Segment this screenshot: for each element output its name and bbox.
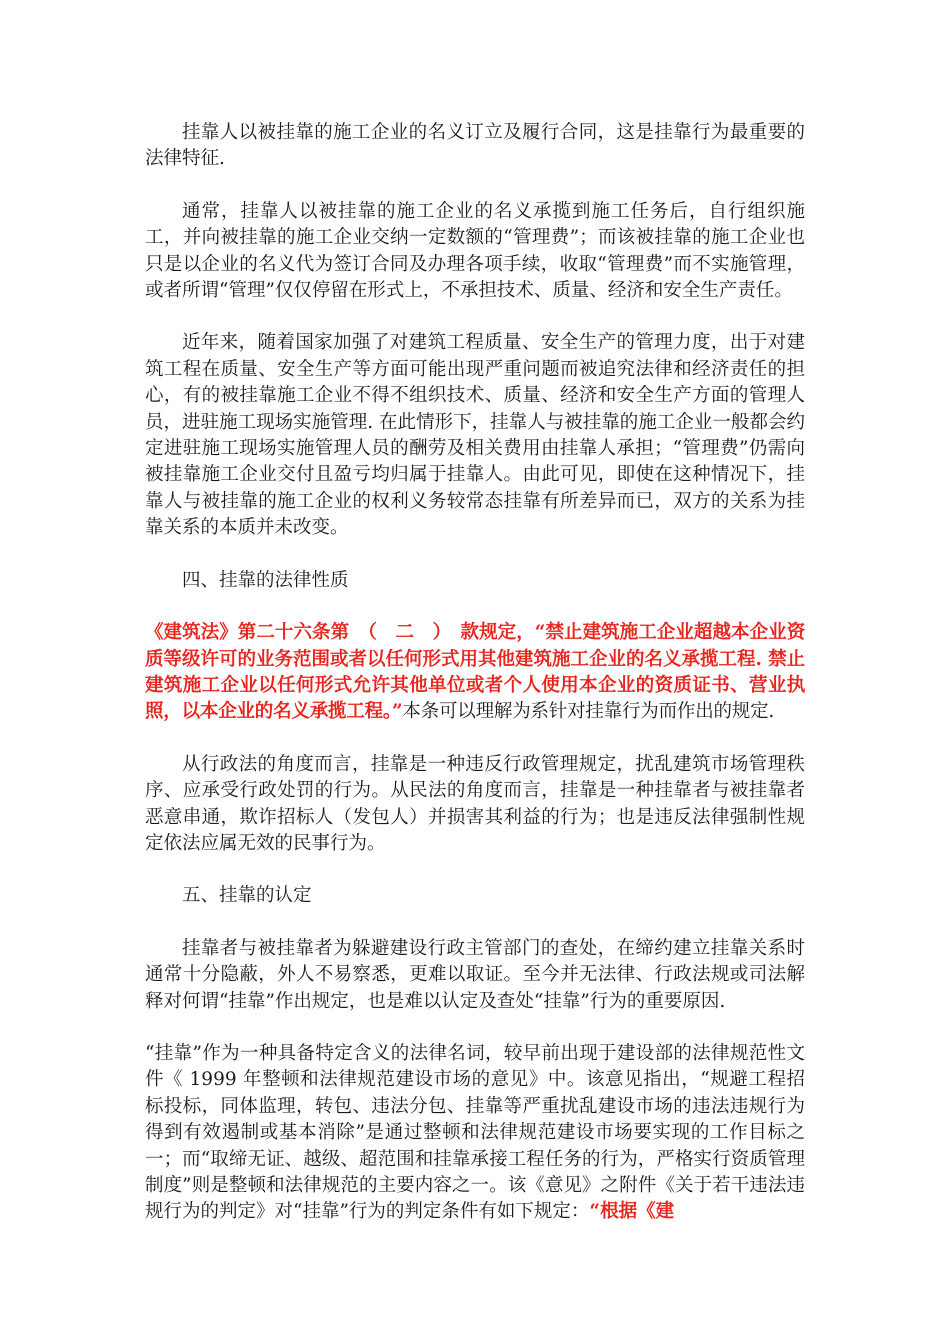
document-page xyxy=(145,120,805,1252)
law-quote-explanation: 本条可以理解为系针对挂靠行为而作出的规定. xyxy=(402,701,775,723)
paragraph-1: 挂靠人以被挂靠的施工企业的名义订立及履行合同，这是挂靠行为最重要的法律特征. xyxy=(145,122,805,170)
paragraph-6: 从行政法的角度而言，挂靠是一种违反行政管理规定，扰乱建筑市场管理秩序、应承受行政处罚的行为。从民法的角度而言，挂靠是一种挂靠者与被挂靠者恶意串通，欺诈招标人（发包人）并损害其利益的行为；也是违反法律强制性规定依法应属无效的民事行为。 xyxy=(145,753,805,854)
paragraph-8: 挂靠者与被挂靠者为躲避建设行政主管部门的查处，在缔约建立挂靠关系时通常十分隐蔽，外人不易察悉，更难以取证。至今并无法律、行政法规或司法解释对何谓“挂靠”作出规定，也是难以认定及查处“挂靠”行为的重要原因. xyxy=(145,937,805,1012)
paragraph-9 xyxy=(145,1041,805,1226)
paragraph-2: 通常，挂靠人以被挂靠的施工企业的名义承揽到施工任务后，自行组织施工，并向被挂靠的施工企业交纳一定数额的“管理费”；而该被挂靠的施工企业也只是以企业的名义代为签订合同及办理各项手续，收取“管理费”而不实施管理，或者所谓“管理”仅仅停留在形式上，不承担技术、质量、经济和安全生产责任。 xyxy=(145,200,805,302)
paragraph-9-red-quote: “根据《建 xyxy=(589,1201,675,1223)
paragraph-3: 近年来，随着国家加强了对建筑工程质量、安全生产的管理力度，出于对建筑工程在质量、安全生产等方面可能出现严重问题而被追究法律和经济责任的担心，有的被挂靠施工企业不得不组织技术、质量、经济和安全生产方面的管理人员，进驻施工现场实施管理. 在此情形下，挂靠人与被挂靠的施工企业一般都会约定进驻施工现场实施管理人员的酬劳及相关费用由挂靠人承担；“管理费”仍需向被挂靠施工企业交付且盈亏均归属于挂靠人。由此可见，即使在这种情况下，挂靠人与被挂靠的施工企业的权利义务较常态挂靠有所差异而已，双方的关系为挂靠关系的本质并未改变。 xyxy=(145,332,805,539)
paragraph-5 xyxy=(145,620,805,726)
section-heading-5: 五、挂靠的认定 xyxy=(182,885,312,907)
paragraph-9-text: “挂靠”作为一种具备特定含义的法律名词，较早前出现于建设部的法律规范性文件《 1999 年整顿和法律规范建设市场的意见》中。该意见指出，“规避工程招标投标，同体监理，转包、违法分包、挂靠等严重扰乱建设市场的违法违规行为得到有效遏制或基本消除”是通过整顿和法律规范建设市场要实现的工作目标之一；而“取缔无证、越级、超范围和挂靠承接工程任务的行为，严格实行资质管理制度”则是整顿和法律规范的主要内容之一。该《意见》之附件《关于若干违法违规行为的判定》对“挂靠”行为的判定条件有如下规定： xyxy=(145,1042,805,1223)
section-heading-4: 四、挂靠的法律性质 xyxy=(182,569,349,591)
law-quote-red: 《建筑法》第二十六条第 （ 二 ） 款规定，“禁止建筑施工企业超越本企业资质等级许可的业务范围或者以任何形式用其他建筑施工企业的名义承揽工程. 禁止建筑施工企业以任何形式允许其他单位或者个人使用本企业的资质证书、营业执照，以本企业的名义承揽工程。” xyxy=(145,622,805,723)
